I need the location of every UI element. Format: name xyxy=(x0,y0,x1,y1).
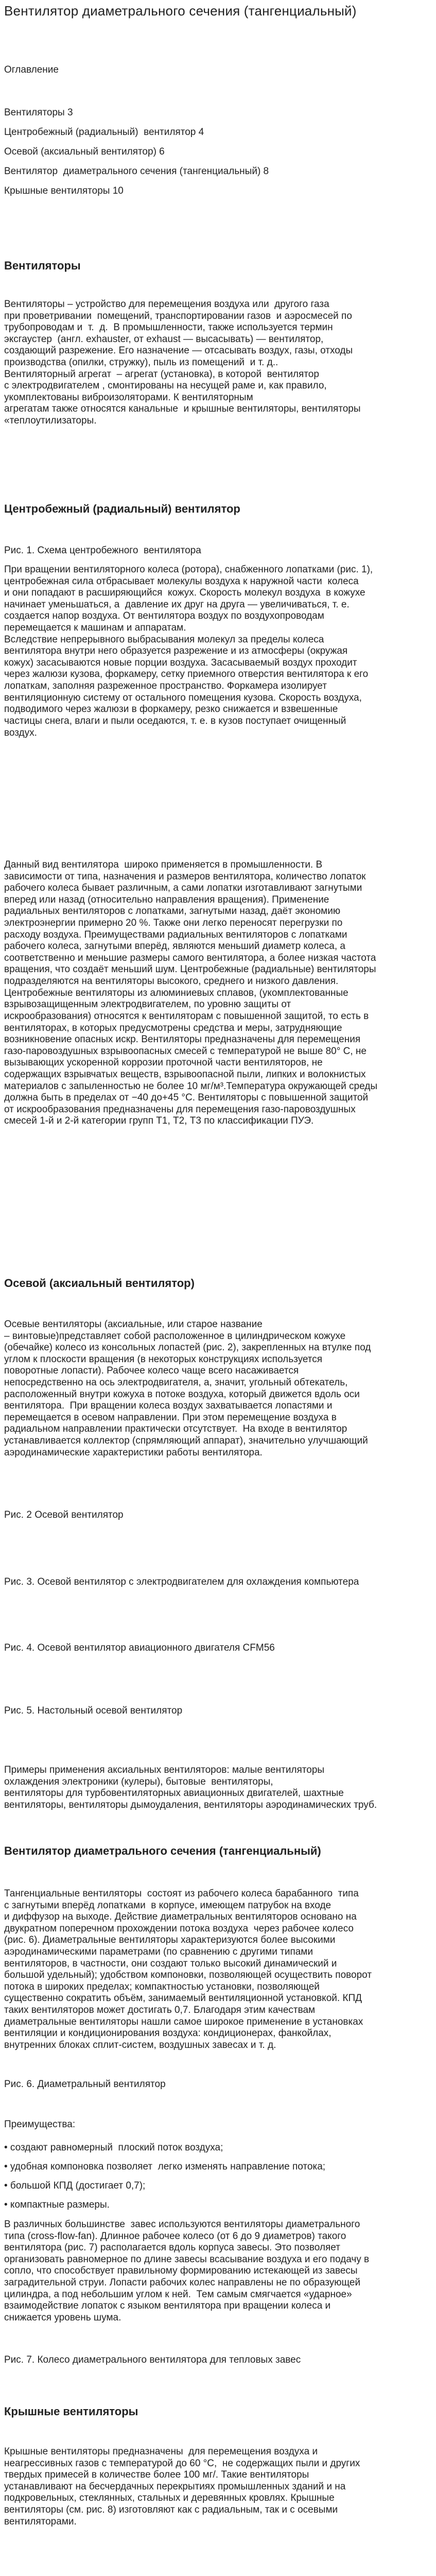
tangential-paragraph: Тангенциальные вентиляторы состоят из рабочего колеса барабанного типа с загнутыми вперёд лопатками в корпусе, имеющем патрубок на входе и диффузор на выходе. Действие диаметральных вентиляторов основано на двукратном поперечном прохождении потока воздуха через рабочее колесо (рис. 6). Диаметральные вентиляторы характеризуются более высокими аэродинамическими параметрами (по сравнению с другими типами вентиляторов, в частности, они создают только высокий динамический и большой удельный); удобством компоновки, позволяющей осуществить поворот потока в широких пределах; компактностью установки, позволяющей существенно сократить объём, занимаемый вентиляционной установкой. КПД таких вентиляторов может достигать 0,7. Благодаря этим качествам диаметральные вентиляторы нашли самое широкое применение в установках вентиляции и кондиционирования воздуха: кондиционерах, фанкойлах, внутренних блоках сплит-систем, воздушных завесах и т. д. xyxy=(4,1888,372,2050)
table-of-contents xyxy=(4,103,432,201)
document-title: Вентилятор диаметрального сечения (тангенциальный) xyxy=(4,3,357,19)
section-heading-axial: Осевой (аксиальный вентилятор) xyxy=(4,1277,195,1290)
list-item: • создают равномерный плоский поток воздуха; xyxy=(4,2142,223,2153)
fans-paragraph: Вентиляторы – устройство для перемещения воздуха или другого газа при проветривании помещений, транспортировании газов и аэросмесей по трубопроводам и т. д. В промышленности, также используется термин эксгаустер (англ. exhauster, от exhaust — высасывать) — вентилятор, создающий разрежение. Его назначение — отсасывать воздух, газы, отходы производства (опилки, стружку), пыль из помещений и т. д.. Вентиляторный агрегат – агрегат (установка), в которой вентилятор с электродвигателем , смонтированы на несущей раме и, как правило, укомплектованы виброизоляторами. К вентиляторным агрегатам также относятся канальные и крышные вентиляторы, вентиляторы «теплоутилизаторы. xyxy=(4,299,361,427)
figure-4-caption: Рис. 4. Осевой вентилятор авиационного двигателя CFM56 xyxy=(4,1642,275,1653)
advantages-list xyxy=(4,2138,432,2214)
figure-6-caption: Рис. 6. Диаметральный вентилятор xyxy=(4,2079,166,2090)
figure-2-caption: Рис. 2 Осевой вентилятор xyxy=(4,1510,124,1520)
toc-item-fans[interactable]: Вентиляторы 3 xyxy=(4,107,73,118)
axial-paragraph: Осевые вентиляторы (аксиальные, или старое название – винтовые)представляет собой расположенное в цилиндрическом кожухе (обечайке) колесо из консольных лопастей (рис. 2), закрепленных на втулке под углом к плоскости вращения (в некоторых конструкциях используется поворотные лопасти). Рабочее колесо чаще всего насаживается непосредственно на ось электродвигателя, а, значит, угольный обтекатель, расположенный внутри кожуха в потоке воздуха, который движется вдоль оси вентилятора. При вращении колеса воздух захватывается лопастями и перемещается в осевом направлении. При этом перемещение воздуха в радиальном направлении практически отсутствует. На входе в вентилятор устанавливается коллектор (спрямляющий аппарат), значительно улучшающий аэродинамические характеристики работы вентилятора. xyxy=(4,1319,371,1458)
figure-7-caption: Рис. 7. Колесо диаметрального вентилятора для тепловых завес xyxy=(4,2354,301,2365)
figure-3-caption: Рис. 3. Осевой вентилятор с электродвигателем для охлаждения компьютера xyxy=(4,1577,359,1587)
toc-item-roof[interactable]: Крышные вентиляторы 10 xyxy=(4,185,124,196)
toc-item-centrifugal[interactable]: Центробежный (радиальный) вентилятор 4 xyxy=(4,127,204,138)
section-heading-roof: Крышные вентиляторы xyxy=(4,2405,138,2418)
section-heading-fans: Вентиляторы xyxy=(4,259,81,272)
centrifugal-paragraph-1: При вращении вентиляторного колеса (ротора), снабженного лопатками (рис. 1), центробежная сила отбрасывает молекулы воздуха к наружной части колеса и они попадают в расширяющийся кожух. Скорость молекул воздуха в кожухе начинает уменьшаться, а давление их друг на друга — увеличиваться, т. е. создается напор воздуха. От вентилятора воздух по воздухопроводам перемещается к машинам и аппаратам. Вследствие непрерывного выбрасывания молекул за пределы колеса вентилятора внутри него образуется разрежение и из атмосферы (окружая кожух) засасываются новые порции воздуха. Засасываемый воздух проходит через жалюзи кузова, форкамеру, сетку приемного отверстия вентилятора к его лопаткам, заполняя разреженное пространство. Форкамера изолирует вентиляционную систему от остального помещения кузова. Скорость воздуха, подводимого через жалюзи в форкамеру, резко снижается и взвешенные частицы снега, влаги и пыли оседаются, т. е. в кузов поступает очищенный воздух. xyxy=(4,564,373,738)
toc-item-tangential[interactable]: Вентилятор диаметрального сечения (тангенциальный) 8 xyxy=(4,166,269,177)
toc-item-axial[interactable]: Осевой (аксиальный вентилятор) 6 xyxy=(4,146,165,157)
axial-applications-paragraph: Примеры применения аксиальных вентиляторов: малые вентиляторы охлаждения электроники (кулеры), бытовые вентиляторы, вентиляторы для турбовентиляторных авиационных двигателей, шахтные вентиляторы, вентиляторы дымоудаления, вентиляторы аэродинамических труб. xyxy=(4,1765,377,1810)
list-item: • большой КПД (достигает 0,7); xyxy=(4,2180,146,2191)
tangential-paragraph-2: В различных большинстве завес используются вентиляторы диаметрального типа (cross-flow-fan). Длинное рабочее колесо (от 6 до 9 диаметров) такого вентилятора (рис. 7) располагается вдоль корпуса завесы. Это позволяет организовать равномерное по длине завесы всасывание воздуха и его подачу в сопло, что способствует правильному формированию истекающей из завесы заградительной струи. Лопасти рабочих колес направлены не по образующей цилиндра, а под небольшим углом к ней. Тем самым смягчается «ударное» взаимодействие лопаток с языком вентилятора при вращении колеса и снижается уровень шума. xyxy=(4,2219,370,2323)
section-heading-centrifugal: Центробежный (радиальный) вентилятор xyxy=(4,502,240,515)
toc-heading: Оглавление xyxy=(4,64,59,75)
figure-5-caption: Рис. 5. Настольный осевой вентилятор xyxy=(4,1705,183,1716)
list-item: • удобная компоновка позволяет легко изменять направление потока; xyxy=(4,2161,326,2172)
list-item: • компактные размеры. xyxy=(4,2199,110,2210)
roof-paragraph: Крышные вентиляторы предназначены для перемещения воздуха и неагрессивных газов с температурой до 60 °С, не содержащих пыли и других твердых примесей в количестве более 100 мг/. Такие вентиляторы устанавливают на бесчердачных перекрытиях промышленных зданий и на подкровельных, стеклянных, стальных и деревянных кровлях. Крышные вентиляторы (см. рис. 8) изготовляют как с радиальным, так и с осевыми вентиляторами. xyxy=(4,2446,360,2527)
advantages-heading: Преимущества: xyxy=(4,2119,76,2130)
centrifugal-paragraph-2: Данный вид вентилятора широко применяется в промышленности. В зависимости от типа, назначения и размеров вентилятора, количество лопаток рабочего колеса бывает различным, а сами лопатки изготавливают загнутыми вперед или назад (относительно направления вращения). Применение радиальных вентиляторов с лопатками, загнутыми назад, даёт экономию электроэнергии примерно 20 %. Также они легко переносят перегрузки по расходу воздуха. Преимуществами радиальных вентиляторов с лопатками рабочего колеса, загнутыми вперёд, являются меньший диаметр колеса, а соответственно и меньшие размеры самого вентилятора, а более низкая частота вращения, что создаёт меньший шум. Центробежные (радиальные) вентиляторы подразделяются на вентиляторы высокого, среднего и низкого давления. Центробежные вентиляторы из алюминиевых сплавов, (укомплектованные взрывозащищенным электродвигателем, по уровню защиты от искрообразования) относятся к вентиляторам с повышенной защитой, то есть в вентиляторах, в которых предусмотрены средства и меры, затрудняющие возникновение опасных искр. Вентиляторы предназначены для перемещения газо-паровоздушных взрывоопасных смесей с температурой не выше 80° С, не вызывающих ускоренной коррозии проточной части вентиляторов, не содержащих взрывчатых веществ, взрывоопасной пыли, липких и волокнистых материалов с запыленностью не более 10 мг/м³.Температура окружающей среды должна быть в пределах от −40 до+45 °С. Вентиляторы с повышенной защитой от искрообразования предназначены для перемещения газо-паровоздушных смесей 1-й и 2-й категории групп Т1, Т2, Т3 по классификации ПУЭ. xyxy=(4,859,377,1127)
document-page xyxy=(4,0,432,2527)
figure-1-caption: Рис. 1. Схема центробежного вентилятора xyxy=(4,545,201,556)
section-heading-tangential: Вентилятор диаметрального сечения (тангенциальный) xyxy=(4,1844,321,1857)
